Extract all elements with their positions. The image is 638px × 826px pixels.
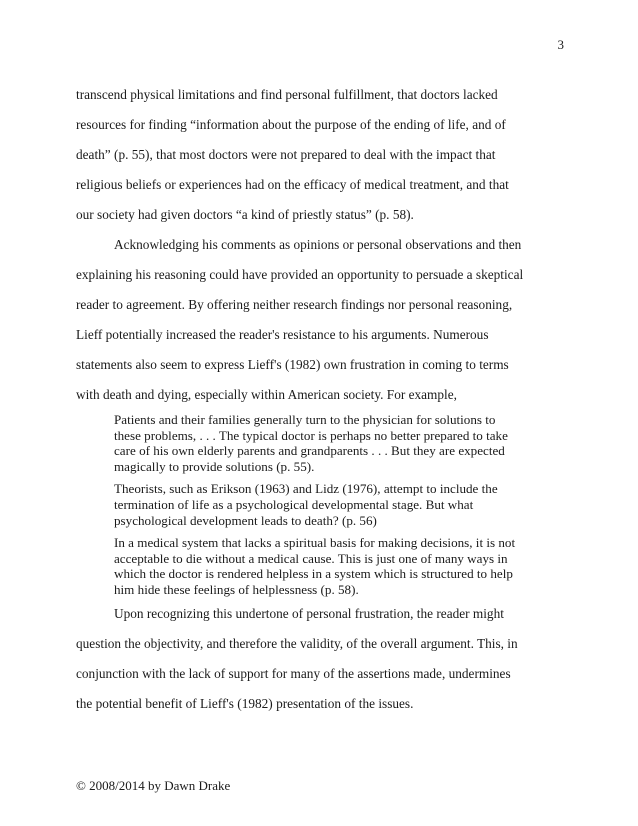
quote-line: acceptable to die without a medical cause. This is just one of many ways in — [114, 550, 508, 566]
quote-line: these problems, . . . The typical doctor is perhaps no better prepared to take — [114, 427, 508, 443]
text-line: resources for finding “information about the purpose of the ending of life, and of — [76, 117, 506, 132]
text-line: transcend physical limitations and find personal fulfillment, that doctors lacked — [76, 87, 498, 102]
text-line: Acknowledging his comments as opinions or personal observations and then — [114, 237, 522, 252]
quote-line: In a medical system that lacks a spiritual basis for making decisions, it is not — [114, 535, 516, 551]
text-line: reader to agreement. By offering neither research findings nor personal reasoning, — [76, 297, 513, 312]
text-line: religious beliefs or experiences had on the efficacy of medical treatment, and that — [76, 177, 509, 192]
quote-line: termination of life as a psychological developmental stage. But what — [114, 496, 474, 512]
text-line: our society had given doctors “a kind of priestly status” (p. 58). — [76, 207, 414, 222]
text-line: explaining his reasoning could have provided an opportunity to persuade a skeptical — [76, 267, 524, 282]
quote-line: care of his own elderly parents and grandparents . . . But they are expected — [114, 443, 505, 459]
text-line: the potential benefit of Lieff's (1982) presentation of the issues. — [76, 695, 414, 711]
paragraph-continuation — [76, 80, 566, 230]
text-line: death” (p. 55), that most doctors were not prepared to deal with the impact that — [76, 147, 496, 162]
page-number: 3 — [557, 37, 564, 52]
body-text — [76, 80, 566, 719]
quote-line: Patients and their families generally turn to the physician for solutions to — [114, 412, 496, 427]
block-quote-paragraph — [76, 535, 566, 597]
text-line: conjunction with the lack of support for many of the assertions made, undermines — [76, 665, 511, 681]
quote-line: him hide these feelings of helplessness (p. 58). — [114, 581, 359, 597]
copyright-footer: © 2008/2014 by Dawn Drake — [76, 778, 231, 793]
text-line: with death and dying, especially within American society. For example, — [76, 387, 457, 402]
block-quote — [76, 412, 566, 598]
text-line: Lieff potentially increased the reader's resistance to his arguments. Numerous — [76, 327, 489, 342]
quote-line: magically to provide solutions (p. 55). — [114, 458, 315, 474]
quote-line: which the doctor is rendered helpless in a system which is structured to help — [114, 566, 513, 582]
paragraph-acknowledging — [76, 230, 566, 410]
text-line: Upon recognizing this undertone of personal frustration, the reader might — [114, 605, 504, 621]
quote-line: psychological development leads to death? (p. 56) — [114, 512, 377, 528]
text-line: question the objectivity, and therefore the validity, of the overall argument. This, in — [76, 635, 518, 651]
block-quote-paragraph — [76, 481, 566, 528]
quote-line: Theorists, such as Erikson (1963) and Lidz (1976), attempt to include the — [114, 481, 498, 497]
paragraph-conclusion — [76, 599, 566, 719]
text-line: statements also seem to express Lieff's (1982) own frustration in coming to terms — [76, 357, 509, 372]
block-quote-paragraph — [76, 412, 566, 474]
